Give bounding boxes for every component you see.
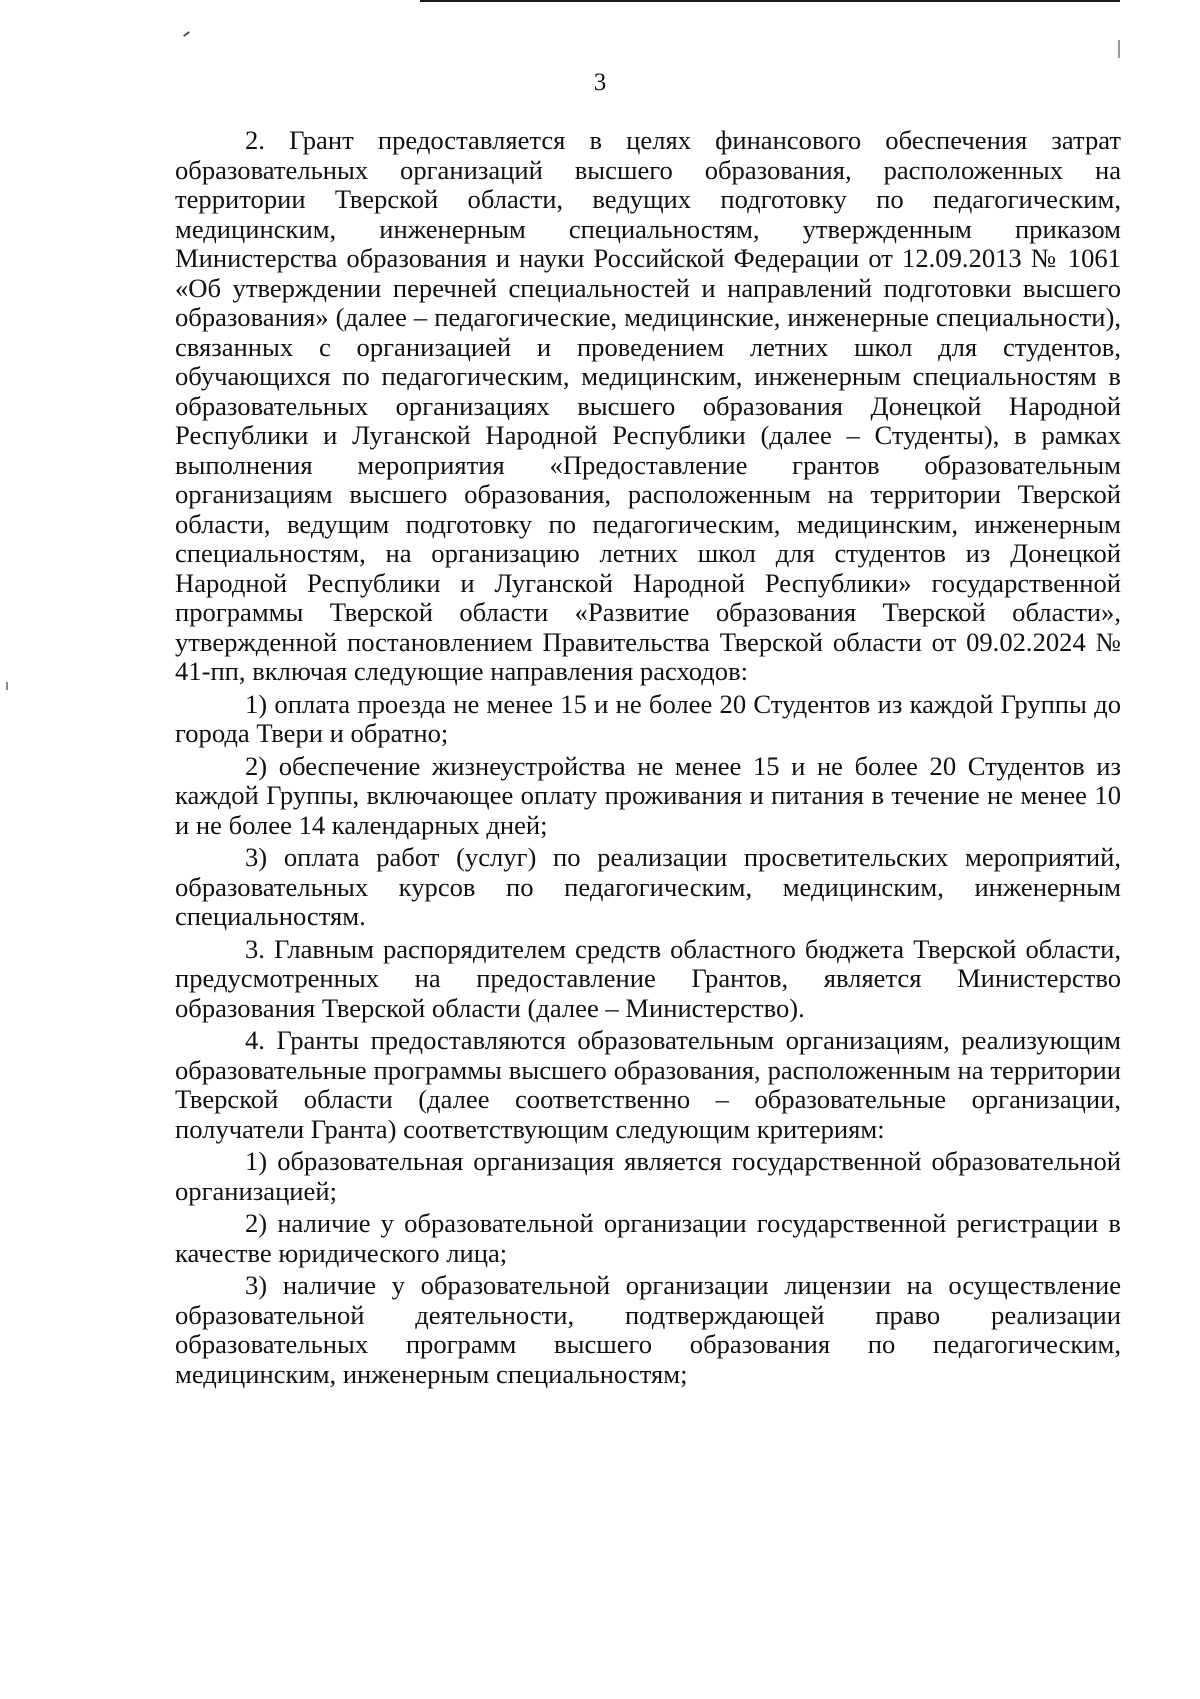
scan-artifact xyxy=(183,31,190,37)
paragraph-expense-travel: 1) оплата проезда не менее 15 и не более 20 Студентов из каждой Группы до города Твери и обратно; xyxy=(175,688,1121,748)
paragraph-expense-accommodation: 2) обеспечение жизнеустройства не менее 15 и не более 20 Студентов из каждой Группы, включающее оплату проживания и питания в течение не менее 10 и не более 14 календарных дней; xyxy=(175,750,1121,840)
top-border-line xyxy=(420,0,1120,2)
paragraph-grant-purpose: 2. Грант предоставляется в целях финансового обеспечения затрат образовательных организаций высшего образования, расположенных на территории Тверской области, ведущих подготовку по педагогическим, медицинским, инженерным специальностям, утвержденным приказом Министерства образования и науки Российской Федерации от 12.09.2013 № 1061 «Об утверждении перечней специальностей и направлений подготовки высшего образования» (далее – педагогические, медицинские, инженерные специальности), связанных с организацией и проведением летних школ для студентов, обучающихся по педагогическим, медицинским, инженерным специальностям в образовательных организациях высшего образования Донецкой Народной Республики и Луганской Народной Республики (далее – Студенты), в рамках выполнения мероприятия «Предоставление грантов образовательным организациям высшего образования, расположенным на территории Тверской области, ведущим подготовку по педагогическим, медицинским, инженерным специальностям, на организацию летних школ для студентов из Донецкой Народной Республики и Луганской Народной Республики» государственной программы Тверской области «Развитие образования Тверской области», утвержденной постановлением Правительства Тверской области от 09.02.2024 № 41-пп, включая следующие направления расходов: xyxy=(175,125,1121,686)
paragraph-expense-services: 3) оплата работ (услуг) по реализации просветительских мероприятий, образовательных курсов по педагогическим, медицинским, инженерным специальностям. xyxy=(175,842,1121,931)
paragraph-budget-manager: 3. Главным распорядителем средств областного бюджета Тверской области, предусмотренных на предоставление Грантов, является Министерство образования Тверской области (далее – Министерство). xyxy=(175,933,1121,1023)
page-number: 3 xyxy=(593,69,607,96)
paragraph-criterion-license: 3) наличие у образовательной организации лицензии на осуществление образовательной деятельности, подтверждающей право реализации образовательных программ высшего образования по педагогическим, медицинским, инженерным специальностям; xyxy=(175,1270,1121,1389)
paragraph-criterion-state-org: 1) образовательная организация является государственной образовательной организацией; xyxy=(175,1146,1121,1206)
document-body xyxy=(175,126,1121,1392)
paragraph-criterion-registration: 2) наличие у образовательной организации государственной регистрации в качестве юридического лица; xyxy=(175,1208,1121,1268)
paragraph-grant-criteria: 4. Гранты предоставляются образовательным организациям, реализующим образовательные программы высшего образования, расположенным на территории Тверской области (далее соответственно – образовательные организации, получатели Гранта) соответствующим следующим критериям: xyxy=(175,1025,1121,1144)
scan-artifact xyxy=(1118,40,1120,58)
scan-artifact xyxy=(6,682,8,690)
